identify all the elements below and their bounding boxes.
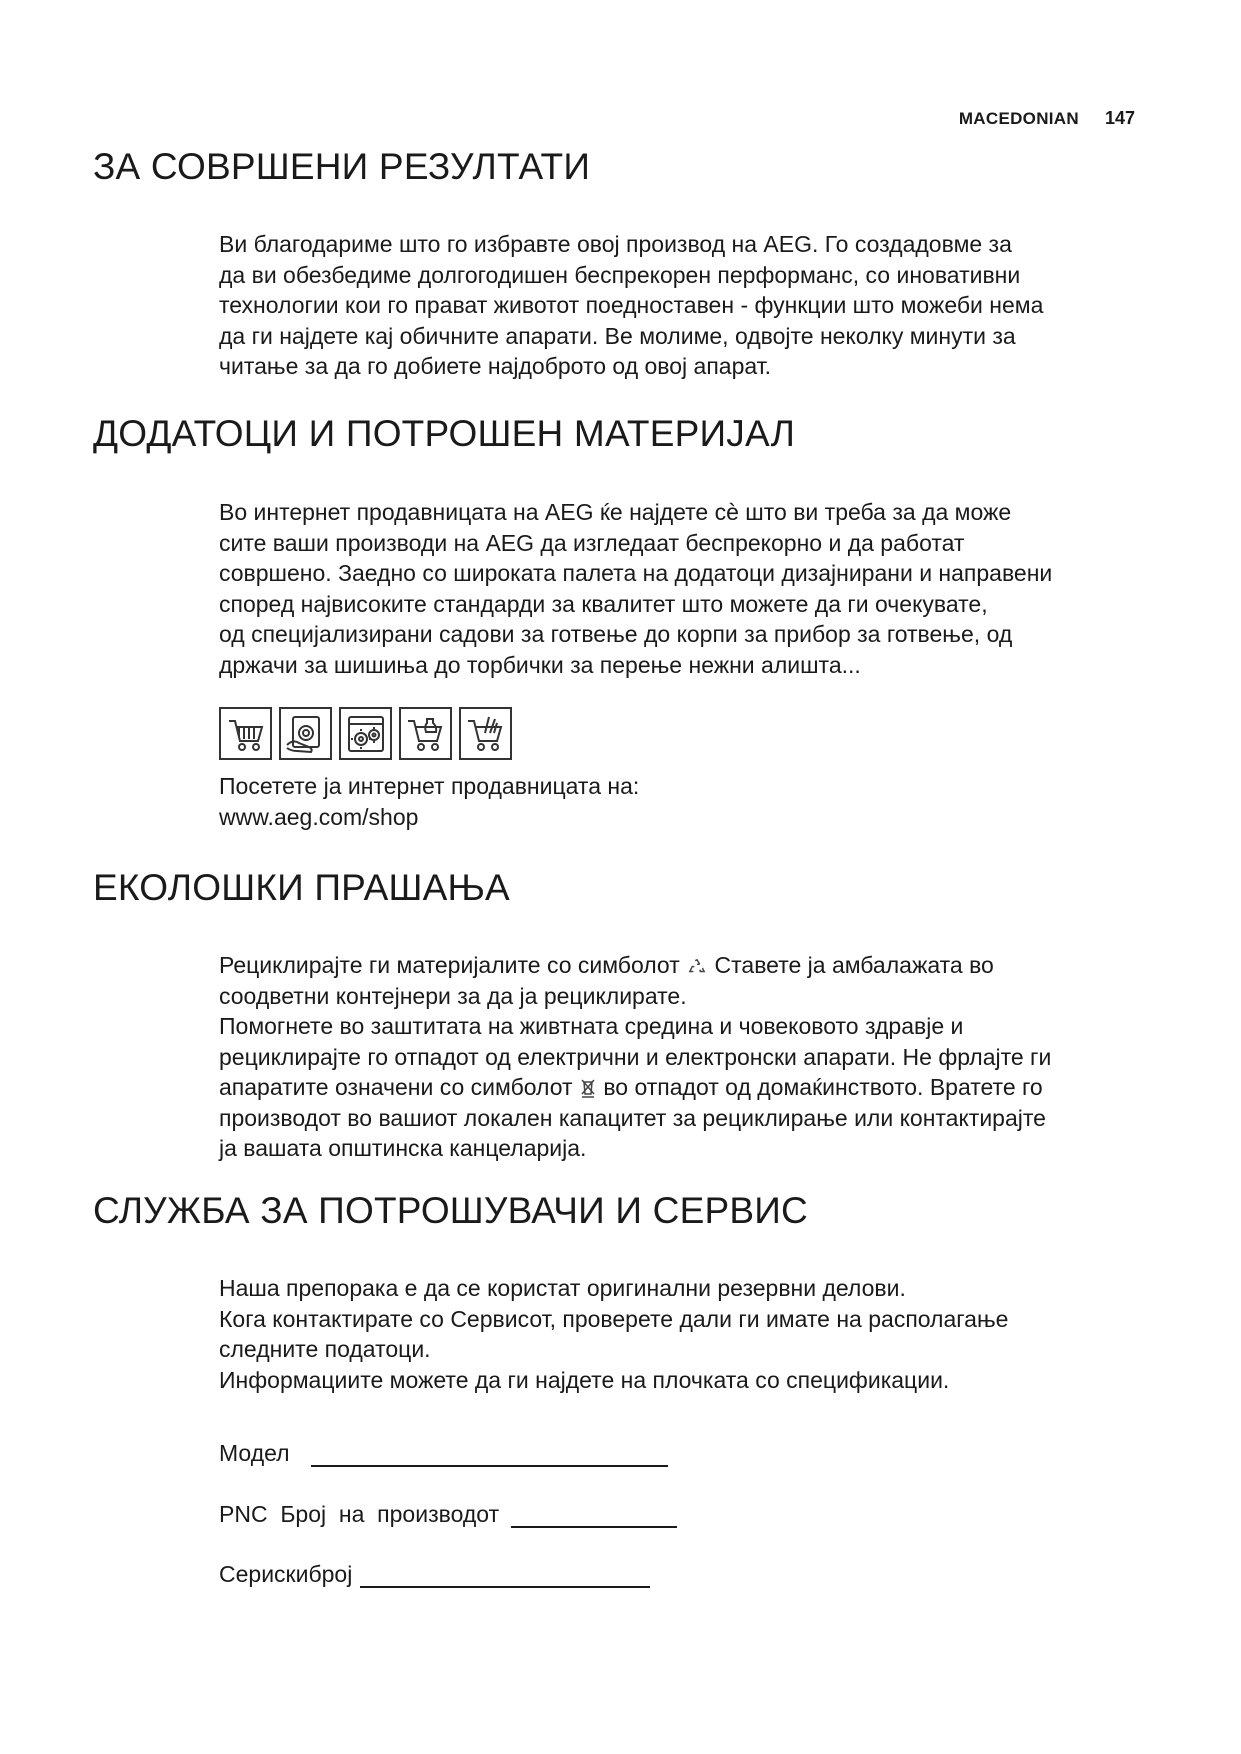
model-label: Модел	[219, 1440, 290, 1466]
text-line: Кога контактирате со Сервисот, проверете дали ги имате на располагање	[219, 1305, 1009, 1332]
text-fragment: апаратите означени со симболот	[219, 1074, 573, 1100]
text-line: сите ваши производи на AEG да изгледаат беспрекорно и да работат	[219, 529, 965, 556]
page-number: 147	[1104, 108, 1135, 128]
shopping-cart-icon	[219, 707, 272, 760]
text-line	[219, 950, 1154, 981]
text-line: следните податоци.	[219, 1336, 431, 1362]
pnc-blank-line[interactable]	[511, 1504, 677, 1528]
cart-with-utensils-icon	[459, 707, 512, 760]
paragraph-visit-shop	[219, 771, 1154, 832]
page-header	[959, 108, 1135, 129]
paragraph-thank-you	[219, 229, 1154, 382]
serial-blank-line[interactable]	[360, 1564, 650, 1588]
model-blank-line[interactable]	[311, 1443, 668, 1467]
text-line: соодветни контејнери за да ја рециклирате.	[219, 982, 687, 1009]
crossed-bin-icon	[581, 1078, 595, 1098]
accessory-icons-row	[219, 707, 512, 760]
text-line: држачи за шишиња до торбички за перење нежни алишта...	[219, 651, 861, 678]
text-line: од специјализирани садови за готвење до корпи за прибор за готвење, од	[219, 621, 1013, 647]
shop-link[interactable]: www.aeg.com/shop	[219, 803, 419, 830]
text-line: Информациите можете да ги најдете на плочката со спецификации.	[219, 1366, 950, 1393]
language-label: MACEDONIAN	[958, 109, 1079, 128]
heading-customer-service: СЛУЖБА ЗА ПОТРОШУВАЧИ И СЕРВИС	[93, 1190, 808, 1231]
recycle-icon	[688, 958, 706, 976]
text-line: ја вашата општинска канцеларија.	[219, 1135, 587, 1161]
heading-accessories: ДОДАТОЦИ И ПОТРОШЕН МАТЕРИЈАЛ	[93, 413, 796, 454]
text-line: Наша препорака е да се користат оригинални резервни делови.	[219, 1275, 906, 1301]
text-line: Во интернет продавницата на AEG ќе најдете сѐ што ви треба за да може	[219, 499, 1012, 525]
text-line	[219, 1072, 1154, 1103]
text-line: производот во вашиот локален капацитет за рециклирање или контактирајте	[219, 1104, 1046, 1131]
text-line: да ги најдете кај обичните апарати. Ве молиме, одвојте неколку минути за	[219, 322, 1016, 349]
cart-with-bottle-icon	[399, 707, 452, 760]
text-fragment: во отпадот од домаќинството. Вратете го	[603, 1074, 1043, 1100]
text-fragment: Ставете ја амбалажата во	[714, 952, 994, 978]
paragraph-environmental	[219, 950, 1154, 1164]
paragraph-accessories	[219, 497, 1154, 680]
text-line: читање за да го добиете најдоброто од овој апарат.	[219, 353, 772, 379]
appliance-gears-icon	[339, 707, 392, 760]
pnc-label: PNC Број на производот	[219, 1501, 500, 1527]
text-line: според највисоките стандарди за квалитет што можете да ги очекувате,	[219, 590, 988, 617]
paragraph-customer-service	[219, 1273, 1154, 1395]
text-line: технологии кои го прават животот поедноставен - функции што можеби нема	[219, 292, 1044, 318]
text-line: Ви благодариме што го избравте овој производ на AEG. Го создадовме за	[219, 231, 1012, 257]
text-fragment: Рециклирајте ги материјалите со симболот	[219, 952, 680, 978]
text-line: совршено. Заедно со широката палета на додатоци дизајнирани и направени	[219, 560, 1053, 586]
serial-label: Серискиброј	[219, 1561, 353, 1587]
pnc-field	[219, 1501, 677, 1528]
washing-machine-hand-icon	[279, 707, 332, 760]
text-line: рециклирајте го отпадот од електрични и електронски апарати. Не фрлајте ги	[219, 1043, 1052, 1070]
text-line: Посетете ја интернет продавницата на:	[219, 773, 640, 799]
heading-environmental: ЕКОЛОШКИ ПРАШАЊА	[93, 867, 510, 908]
heading-perfect-results: ЗА СОВРШЕНИ РЕЗУЛТАТИ	[93, 146, 591, 187]
serial-field	[219, 1561, 650, 1588]
text-line: Помогнете во заштитата на живтната средина и човековото здравје и	[219, 1013, 964, 1039]
model-field	[219, 1440, 668, 1467]
text-line: да ви обезбедиме долгогодишен беспрекорен перформанс, со иновативни	[219, 261, 1021, 288]
